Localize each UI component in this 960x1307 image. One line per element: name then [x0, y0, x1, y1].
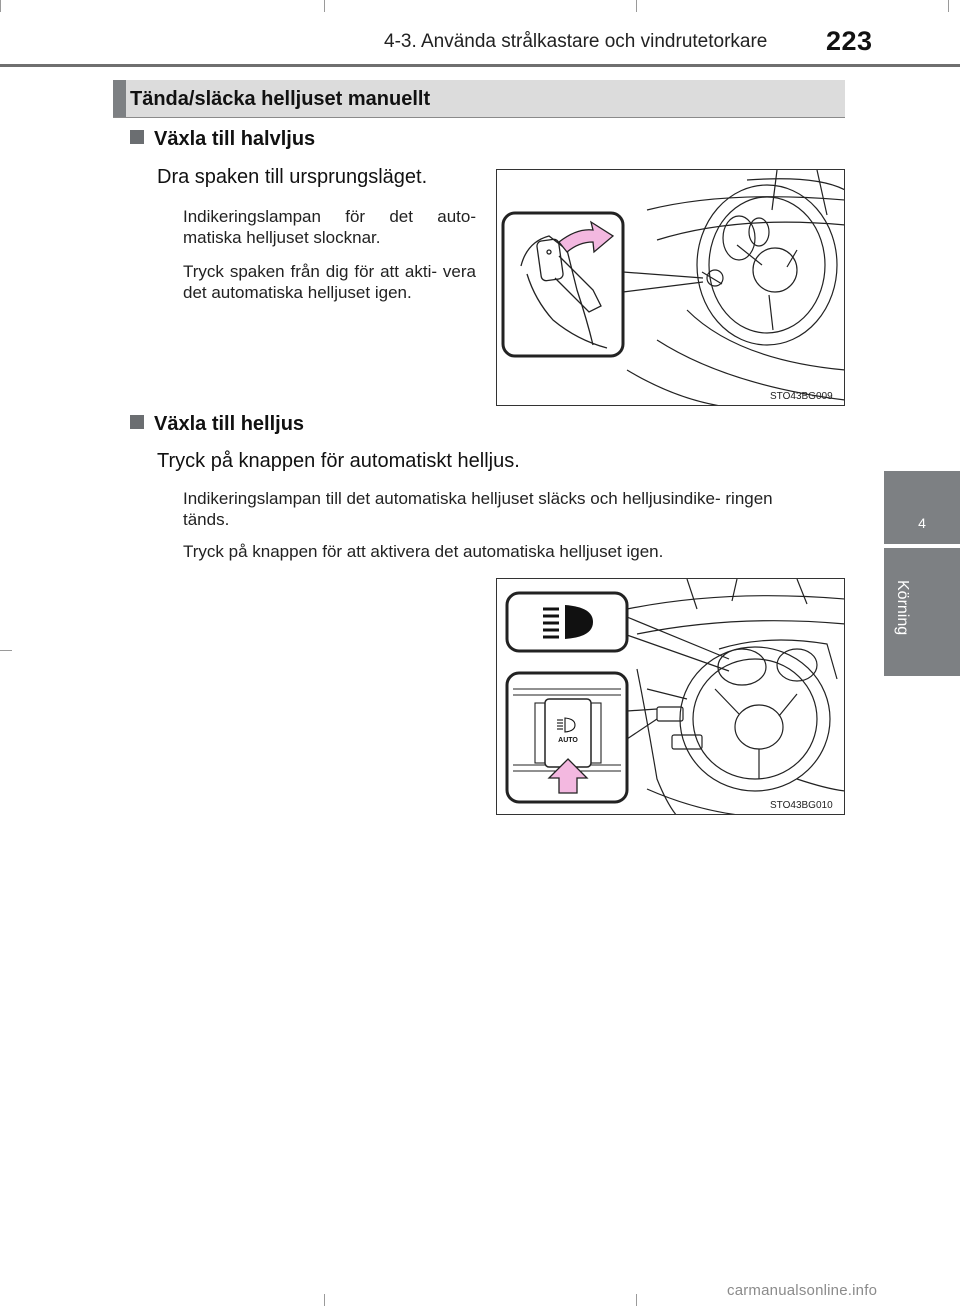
figure-code: STO43BG009 — [770, 391, 833, 402]
square-bullet-icon — [130, 130, 144, 144]
paragraph-press-button: Tryck på knappen för att aktivera det automatiska helljuset igen. — [183, 542, 664, 561]
chapter-header: 4-3. Använda strålkastare och vindrutetorkare — [384, 31, 768, 52]
figure-code: STO43BG010 — [770, 800, 833, 811]
chapter-label: Körning — [894, 580, 911, 636]
watermark: carmanualsonline.info — [727, 1282, 878, 1299]
crop-mark — [0, 0, 1, 12]
subsection-heading-text: Växla till halvljus — [154, 128, 316, 150]
crop-mark — [0, 650, 12, 651]
header-rule — [0, 64, 960, 67]
section-title: Tända/släcka helljuset manuellt — [130, 88, 431, 110]
figure-lever-illustration — [496, 169, 845, 406]
crop-mark — [636, 1294, 637, 1306]
paragraph-indicator-off: Indikeringslampan för det auto- matiska helljuset slocknar. — [183, 207, 476, 247]
square-bullet-icon — [130, 415, 144, 429]
crop-mark — [324, 0, 325, 12]
instruction-low-beam: Dra spaken till ursprungsläget. — [157, 166, 428, 188]
crop-mark — [636, 0, 637, 12]
subsection-heading-high-beam — [130, 413, 304, 436]
paragraph-push-lever: Tryck spaken från dig för att akti- vera det automatiska helljuset igen. — [183, 262, 476, 302]
auto-button-label: AUTO — [558, 737, 578, 744]
button-illustration — [497, 579, 845, 815]
crop-mark — [324, 1294, 325, 1306]
section-bar-accent — [113, 80, 126, 117]
page-number: 223 — [826, 26, 873, 56]
figure-button-illustration — [496, 578, 845, 815]
paragraph-indicator-on: Indikeringslampan till det automatiska helljuset släcks och helljusindike- ringen tänds. — [183, 489, 773, 529]
subsection-heading-text: Växla till helljus — [154, 413, 305, 435]
crop-mark — [948, 0, 949, 12]
lever-illustration — [497, 170, 845, 406]
subsection-heading-low-beam — [130, 128, 315, 151]
instruction-high-beam: Tryck på knappen för automatiskt helljus. — [157, 450, 520, 472]
chapter-number: 4 — [918, 515, 926, 531]
chapter-tab — [884, 471, 960, 544]
